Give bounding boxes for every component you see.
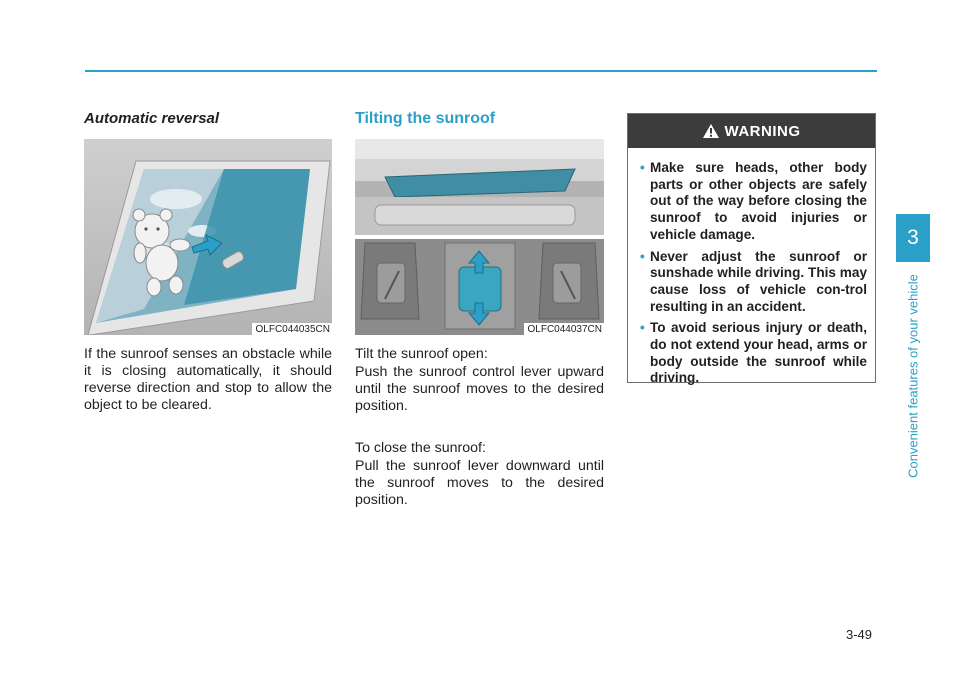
automatic-reversal-text: If the sunroof senses an obstacle while it is closing automatically, it should reverse direction and stop to allow the object to be cleared. <box>84 346 332 413</box>
tilt-open-label: Tilt the sunroof open: <box>355 346 488 362</box>
warning-list <box>628 148 875 387</box>
warning-header <box>628 114 875 148</box>
page-number: 3-49 <box>846 627 873 642</box>
warning-item-text: To avoid serious injury or death, do not extend your head, arms or body outside the sunroof while driving. <box>650 320 867 386</box>
warning-item-text: Make sure heads, other body parts or other objects are safely out of the way before closing the sunroof to avoid injuries or vehicle damage. <box>650 160 867 242</box>
header-rule <box>85 70 877 72</box>
figure-code: OLFC044035CN <box>252 323 332 335</box>
chapter-number: 3 <box>907 226 919 249</box>
chapter-title: Convenient features of your vehicle <box>905 274 921 478</box>
warning-triangle-icon <box>703 124 719 138</box>
figure-code: OLFC044037CN <box>524 323 604 335</box>
sunroof-tilt-illustration <box>355 139 604 335</box>
close-instruction: Pull the sunroof lever downward until the sunroof moves to the desired position. <box>355 458 604 508</box>
warning-item <box>640 320 867 387</box>
bullet: • <box>640 160 645 175</box>
figure-sunroof-control-lever <box>355 139 604 335</box>
section-heading-automatic-reversal: Automatic reversal <box>84 110 220 127</box>
figure-sunroof-automatic-reversal <box>84 139 332 335</box>
section-heading-tilting-sunroof: Tilting the sunroof <box>355 110 496 127</box>
sunroof-reversal-illustration <box>84 139 332 335</box>
warning-title: WARNING <box>724 122 801 140</box>
warning-box <box>627 113 876 386</box>
bullet: • <box>640 320 645 336</box>
warning-item <box>640 249 867 316</box>
warning-item-text: Never adjust the sunroof or sunshade while driving. This may cause loss of vehicle con-trol resulting in an accident. <box>650 248 867 314</box>
close-label: To close the sunroof: <box>355 440 486 456</box>
tilt-open-instruction: Push the sunroof control lever upward until the sunroof moves to the desired position. <box>355 364 604 414</box>
chapter-tab <box>896 214 930 262</box>
bullet: • <box>640 248 645 264</box>
warning-item <box>640 160 867 244</box>
